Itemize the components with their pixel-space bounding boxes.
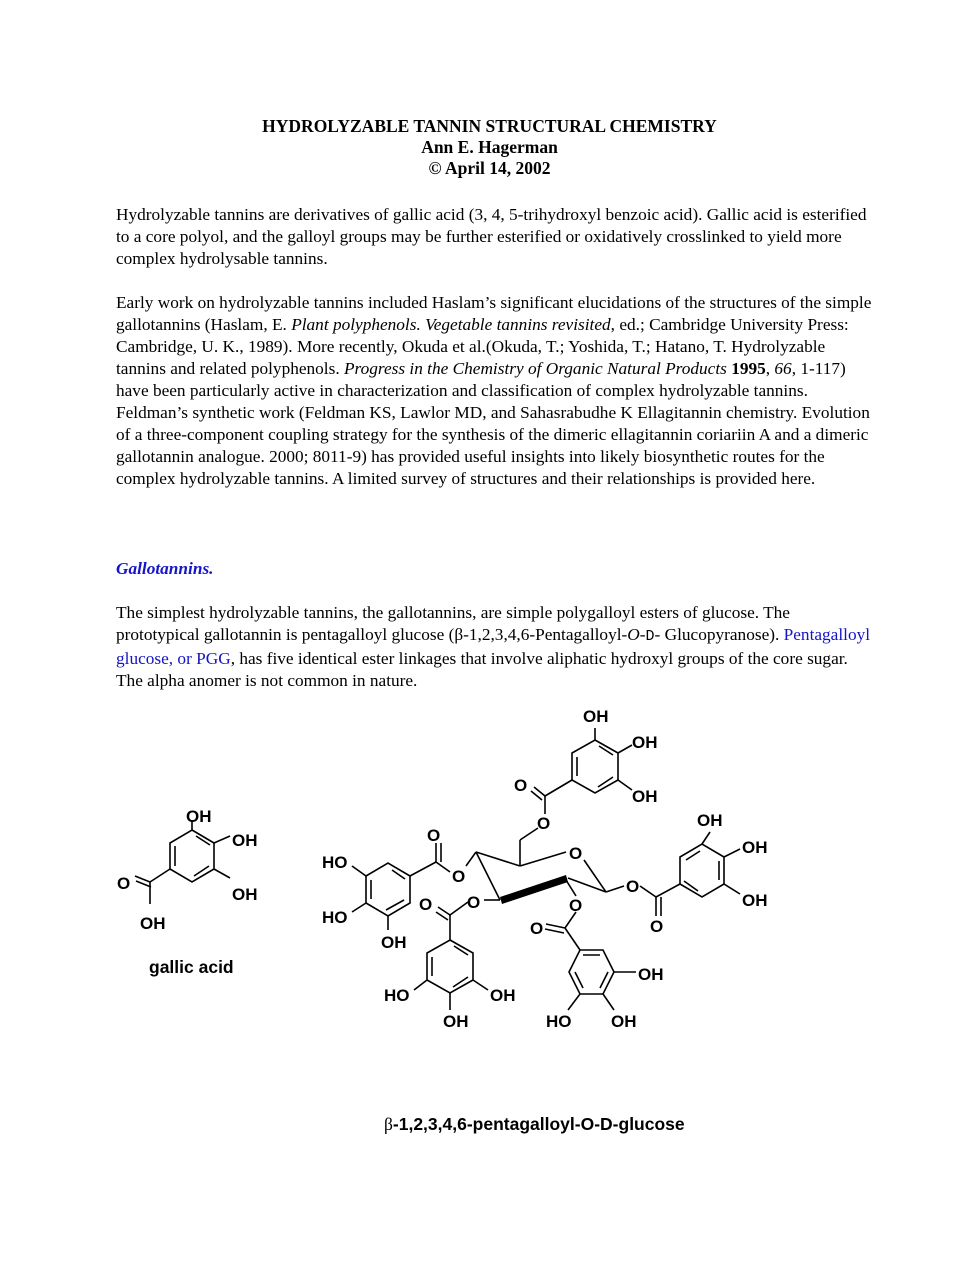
atom-label: O: [467, 893, 481, 912]
atom-label: HO: [322, 908, 348, 927]
atom-label: O: [537, 814, 551, 833]
atom-label: HO: [384, 986, 410, 1005]
document-author: Ann E. Hagerman: [421, 137, 558, 157]
citation-volume: 66: [774, 359, 792, 378]
intro-paragraph: Hydrolyzable tannins are derivatives of gallic acid (3, 4, 5-trihydroxyl benzoic acid). Gallic acid is esterified to a core polyol, and the galloyl groups may be further esterified or oxidatively crosslinked to yield more complex hydrolysable tannins.: [116, 205, 867, 268]
atom-label: OH: [697, 811, 723, 830]
atom-label: OH: [742, 891, 768, 910]
atom-label: OH: [742, 838, 768, 857]
pgg-structure: [352, 728, 740, 1010]
caption-text: -1,2,3,4,6-pentagalloyl-O-D-glucose: [392, 1114, 685, 1134]
gallic-acid-structure: [135, 820, 230, 904]
atom-label: OH: [232, 831, 258, 850]
gallic-acid-caption: gallic acid: [149, 957, 234, 977]
section-heading: Gallotannins.: [116, 559, 214, 578]
text-span: D: [645, 628, 655, 645]
text-span: O: [627, 625, 640, 644]
atom-label: O: [427, 826, 441, 845]
text-span: ,: [765, 359, 775, 378]
atom-label: O: [650, 917, 664, 936]
text-span: -: [639, 625, 646, 644]
atom-label: OH: [443, 1012, 469, 1031]
atom-label: O: [419, 895, 433, 914]
text-span: , ed.; Cambridge University Press: Cambridge, U. K., 1989). More recently, Okuda et al.(Okuda, T.; Yoshida, T.; Hatano, T. Hydrolyzable tannins and related polyphenols.: [116, 315, 849, 378]
atom-label: O: [530, 919, 544, 938]
atom-label: HO: [322, 853, 348, 872]
pgg-link[interactable]: Pentagalloyl glucose, or PGG: [116, 625, 871, 668]
atom-label: OH: [632, 733, 658, 752]
document-title: HYDROLYZABLE TANNIN STRUCTURAL CHEMISTRY: [262, 116, 717, 136]
atom-label: HO: [546, 1012, 572, 1031]
atom-label: OH: [186, 807, 212, 826]
document-date: © April 14, 2002: [428, 158, 551, 178]
citation-title: Plant polyphenols. Vegetable tannins revisited: [291, 315, 611, 334]
atom-label: O: [452, 867, 466, 886]
journal-title: Progress in the Chemistry of Organic Natural Products: [343, 359, 727, 378]
atom-label: O: [514, 776, 528, 795]
atom-label: O: [569, 896, 583, 915]
atom-label: O: [569, 844, 583, 863]
atom-label: OH: [611, 1012, 637, 1031]
atom-label: OH: [140, 914, 166, 933]
atom-label: OH: [232, 885, 258, 904]
text-span: The simplest hydrolyzable tannins, the gallotannins, are simple polygalloyl esters of glucose. The prototypical gallotannin is pentagalloyl glucose (β-1,2,3,4,6-Pentagalloyl-: [116, 603, 790, 644]
text-span: Early work on hydrolyzable tannins included Haslam’s significant elucidations of the structures of the simple gallotannins (Haslam, E.: [116, 293, 872, 334]
citation-year: 1995: [726, 359, 766, 378]
text-span: , 1-117) have been particularly active in characterization and classification of complex hydrolyzable tannins. Feldman’s synthetic work (Feldman KS, Lawlor MD, and Sahasrabudhe K Ellagitannin chemistry. Evolution of a three-component coupling strategy for the synthesis of the dimeric ellagitannin coriariin A and a dimeric gallotannin analogue. 2000; 8011-9) has provided useful insights into likely biosynthetic routes for the complex hydrolyzable tannins. A limited survey of structures and their relationships is provided here.: [116, 359, 870, 488]
atom-label: OH: [638, 965, 664, 984]
atom-label: O: [117, 874, 131, 893]
atom-label: OH: [381, 933, 407, 952]
text-span: , has five identical ester linkages that involve aliphatic hydroxyl groups of the core sugar. The alpha anomer is not common in nature.: [116, 649, 848, 690]
atom-label: O: [626, 877, 640, 896]
pgg-caption: [384, 1114, 685, 1135]
beta-symbol: β: [384, 1114, 393, 1134]
atom-label: OH: [583, 707, 609, 726]
atom-label: OH: [632, 787, 658, 806]
atom-label: OH: [490, 986, 516, 1005]
text-span: - Glucopyranose).: [654, 625, 784, 644]
